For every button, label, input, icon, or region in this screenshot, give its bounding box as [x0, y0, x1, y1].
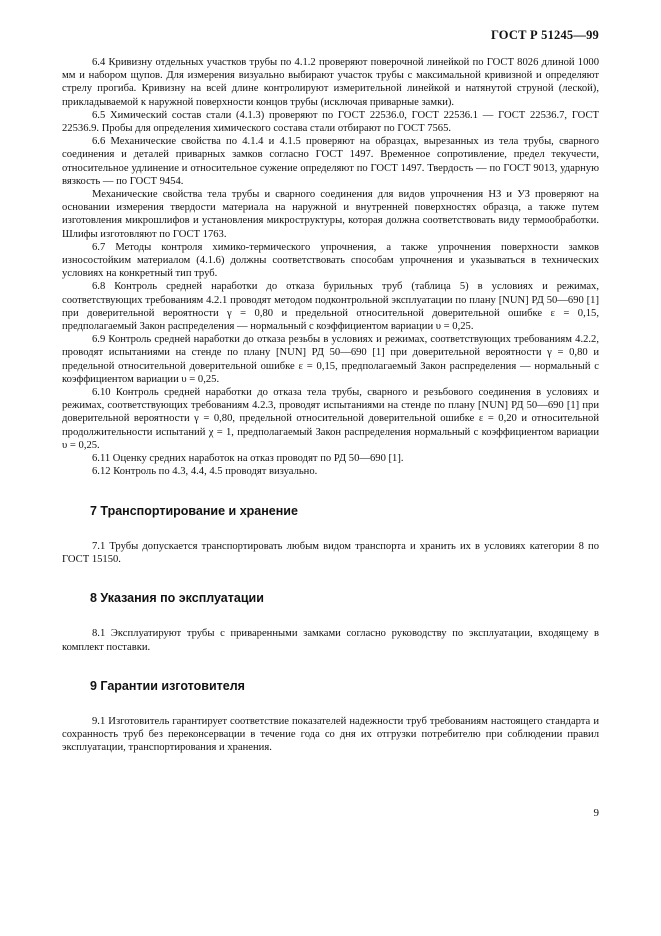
- paragraph-6-7: 6.7 Методы контроля химико-термического упрочнения, а также упрочнения поверхности замков износостойким материалом (4.1.6) должны соответствовать способам упрочнения и указываться в технических условиях на конкретный тип труб.: [62, 241, 599, 280]
- paragraph-6-12: 6.12 Контроль по 4.3, 4.4, 4.5 проводят визуально.: [92, 466, 318, 478]
- paragraph-6-5: 6.5 Химический состав стали (4.1.3) проверяют по ГОСТ 22536.0, ГОСТ 22536.1 — ГОСТ 22536.7, ГОСТ 22536.9. Пробы для определения химического состава стали отбирают по ГОСТ 7565.: [62, 109, 599, 135]
- paragraph-6-6: 6.6 Механические свойства по 4.1.4 и 4.1.5 проверяют на образцах, вырезанных из тела трубы, сварного соединения и деталей приварных замков согласно ГОСТ 1497. Временное сопротивление, предел текучести, относительное удлинение и относительное сужение определяют по ГОСТ 1497. Твердость — по ГОСТ 9013, ударную вязкость — по ГОСТ 9454.: [62, 136, 599, 187]
- document-body: [62, 56, 599, 755]
- section-7-heading: 7 Транспортирование и хранение: [90, 503, 298, 518]
- paragraph-6-9: 6.9 Контроль средней наработки до отказа резьбы в условиях и режимах, соответствующих требованиям 4.2.2, проводят испытаниями на стенде по плану [NUN] РД 50—690 [1] при доверительной вероятности γ = 0,80 и предельной относительной доверительной ошибке ε = 0,15, предполагаемый Закон распределения — нормальный с коэффициентом вариации υ = 0,25.: [62, 334, 599, 385]
- paragraph-6-11: 6.11 Оценку средних наработок на отказ проводят по РД 50—690 [1].: [92, 453, 404, 465]
- section-8-heading: 8 Указания по эксплуатации: [90, 591, 264, 606]
- paragraph-6-10: 6.10 Контроль средней наработки до отказа тела трубы, сварного и резьбового соединения в условиях и режимах, соответствующих требованиям 4.2.3, проводят испытаниями на стенде по плану [NUN] РД 50—690 [1] при доверительной вероятности γ = 0,80, предельной относительной доверительной ошибке ε = 0,20 и относительной продолжительности испытаний χ = 1, предполагаемый Закон распределения нормальный с коэффициентом вариации υ = 0,25.: [62, 387, 599, 451]
- paragraph-8-1: 8.1 Эксплуатируют трубы с приваренными замками согласно руководству по эксплуатации, входящему в комплект поставки.: [62, 628, 599, 653]
- paragraph-9-1: 9.1 Изготовитель гарантирует соответствие показателей надежности труб требованиям настоящего стандарта и сохранность труб без переконсервации в течение года со дня их отгрузки потребителю при соблюдении правил эксплуатации, транспортирования и хранения.: [62, 715, 599, 754]
- paragraph-6-8: 6.8 Контроль средней наработки до отказа бурильных труб (таблица 5) в условиях и режимах, соответствующих требованиям 4.2.1 проводят методом подконтрольной эксплуатации по плану [NUN] РД 50—690 [1] при доверительной вероятности γ = 0,80 и предельной относительной доверительной ошибке ε = 0,15, предполагаемый Закон распределения — нормальный с коэффициентом вариации υ = 0,25.: [62, 281, 599, 333]
- paragraph-6-4: 6.4 Кривизну отдельных участков трубы по 4.1.2 проверяют поверочной линейкой по ГОСТ 8026 длиной 1000 мм и набором щупов. Для измерения визуально выбирают участок трубы с максимальной кривизной и определяют стрелу прогиба. Кривизну на всей длине контролируют измерительной линейкой и натянутой струной (леской), прикладываемой к наружной поверхности концов трубы (исключая приварные замки).: [62, 57, 599, 108]
- paragraph-6-6-cont: Механические свойства тела трубы и сварного соединения для видов упрочнения НЗ и УЗ проверяют на основании измерения твердости материала на наружной и внутренней поверхностях образца, а также путем изготовления микрошлифов и установления микроструктуры, которая должна соответствовать виду термообработки. Шлифы изготовляют по ГОСТ 1763.: [62, 189, 599, 240]
- page-number: 9: [593, 807, 599, 819]
- section-9-heading: 9 Гарантии изготовителя: [90, 678, 245, 693]
- document-code: ГОСТ Р 51245—99: [490, 28, 599, 42]
- paragraph-7-1: 7.1 Трубы допускается транспортировать любым видом транспорта и хранить их в условиях категории 8 по ГОСТ 15150.: [62, 540, 599, 565]
